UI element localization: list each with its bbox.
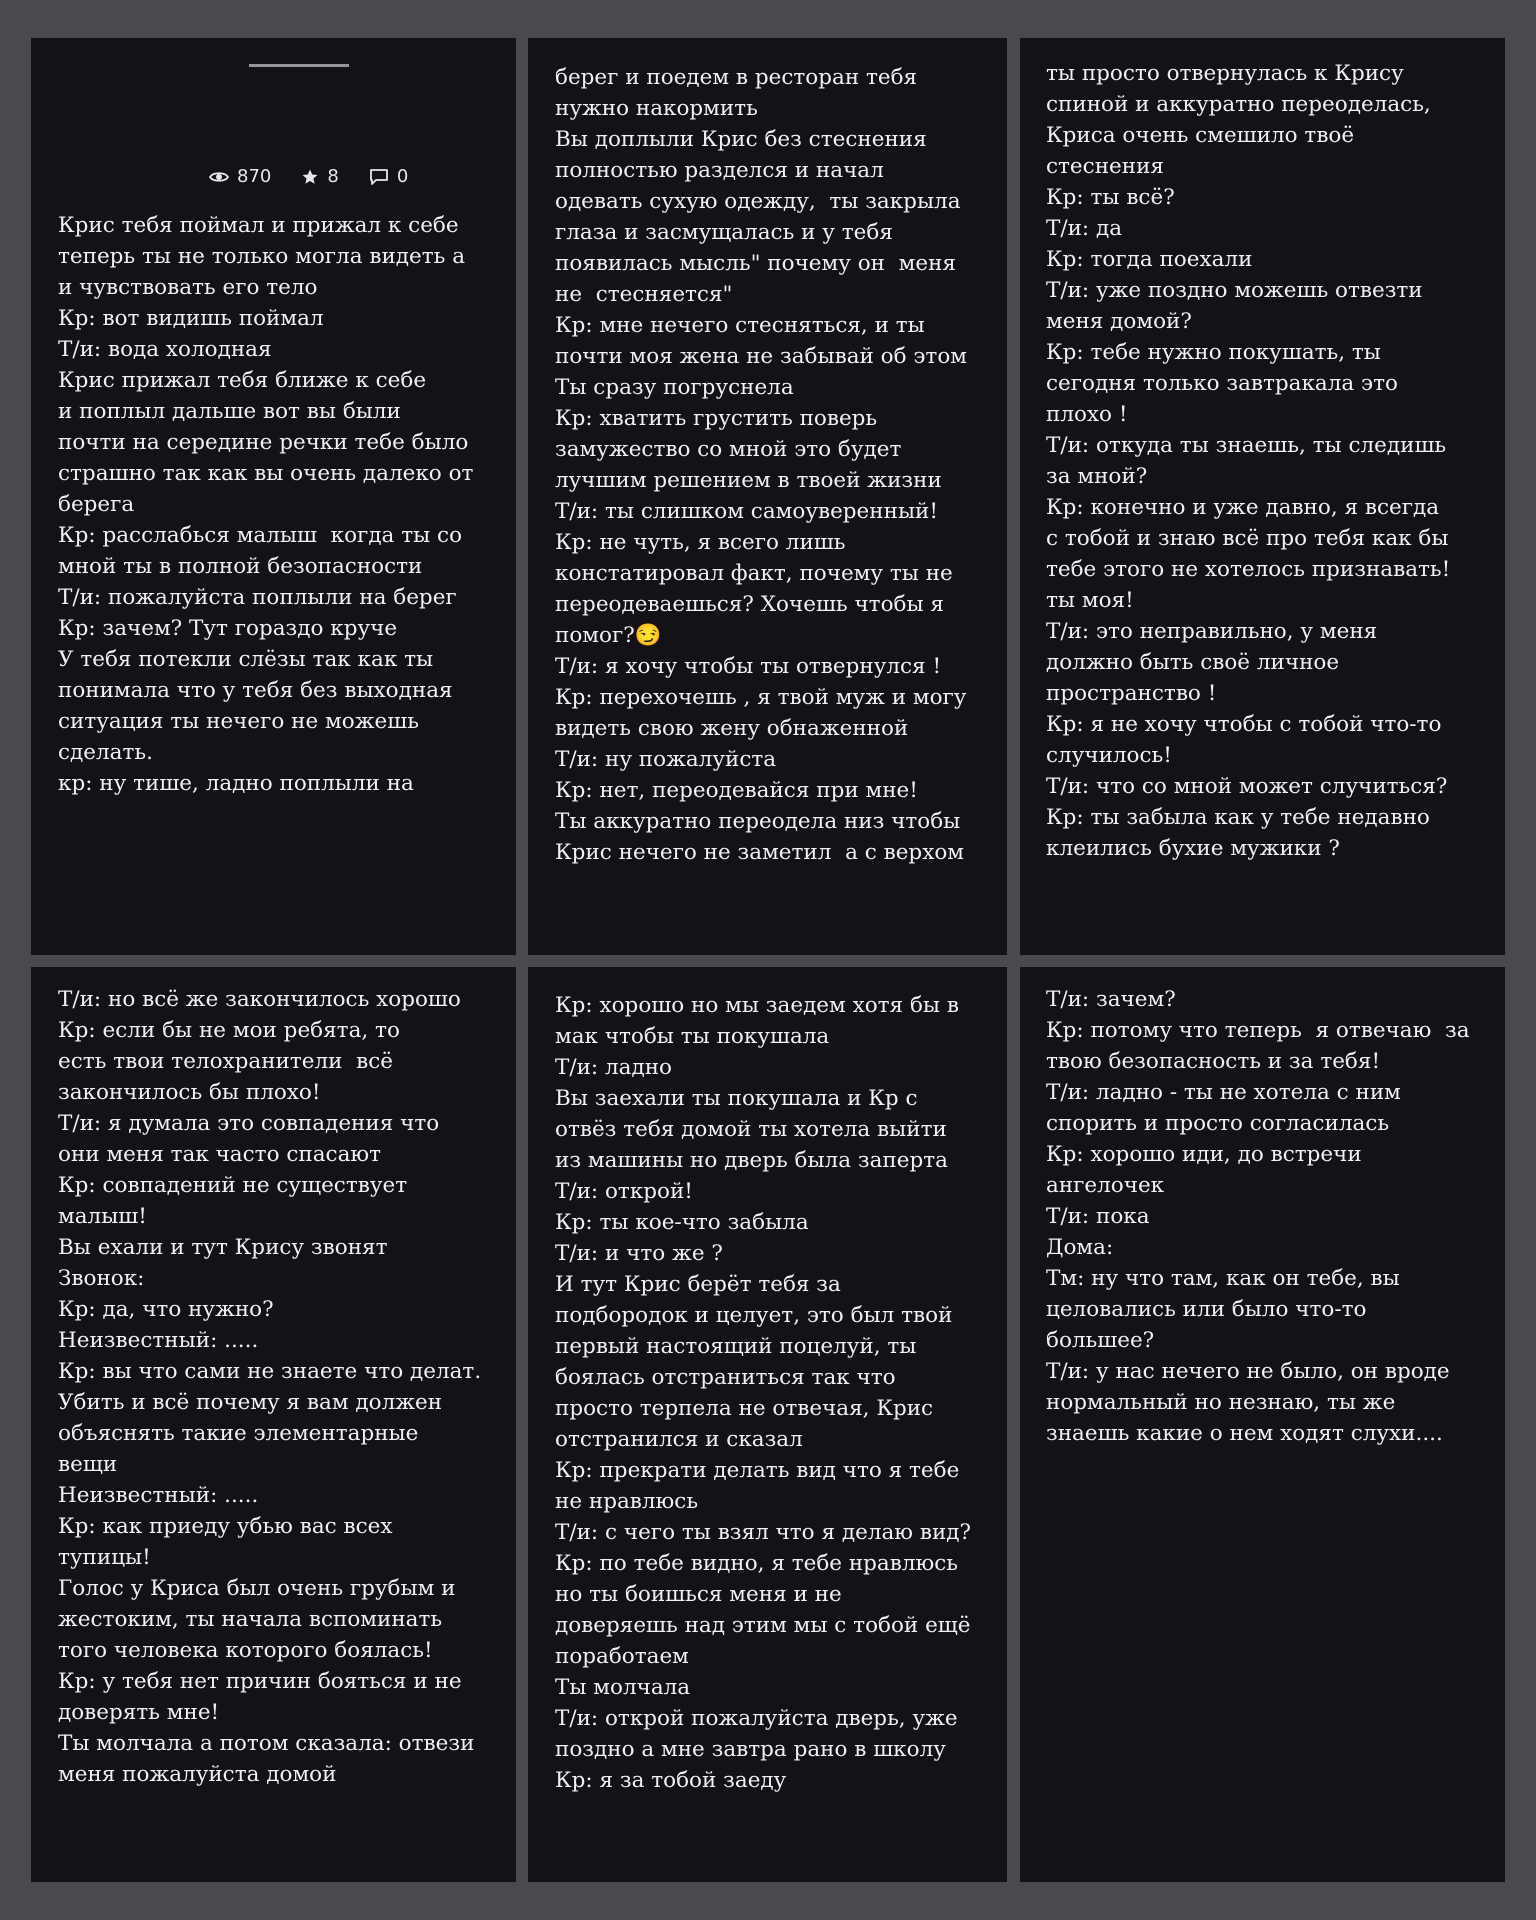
rating-stat	[301, 166, 338, 187]
comments-count: 0	[396, 166, 409, 187]
star-icon	[301, 168, 319, 186]
story-panel-3	[1020, 38, 1505, 955]
story-panel-5	[528, 967, 1007, 1882]
eye-icon	[209, 170, 229, 184]
story-text: Т/и: зачем? Кр: потому что теперь я отвечаю за твою безопасность и за тебя! Т/и: ладно - ты не хотела с ним спорить и просто согласилась Кр: хорошо иди, до встречи ангелочек Т/и: пока Дома: Тм: ну что там, как он тебе, вы целовались или было что-то большее? Т/и: у нас нечего не было, он вроде нормальный но незнаю, ты же знаешь какие о нем ходят слухи....	[1046, 987, 1470, 1446]
title-fragment	[249, 60, 349, 70]
story-panel-1	[31, 38, 516, 955]
views-stat	[209, 166, 271, 187]
story-panel-6	[1020, 967, 1505, 1882]
story-text: ты просто отвернулась к Крису спиной и аккуратно переоделась, Криса очень смешило твоё стеснения Кр: ты всё? Т/и: да Кр: тогда поехали Т/и: уже поздно можешь отвезти меня домой? Кр: тебе нужно покушать, ты сегодня только завтракала это плохо ! Т/и: откуда ты знаешь, ты следишь за мной? Кр: конечно и уже давно, я всегда с тобой и знаю всё про тебя как бы тебе этого не хотелось признавать! ты моя! Т/и: это неправильно, у меня должно быть своё личное пространство ! Кр: я не хочу чтобы с тобой что-то случилось! Т/и: что со мной может случиться? Кр: ты забыла как у тебе недавно клеились бухие мужики ?	[1046, 61, 1451, 861]
views-count: 870	[237, 166, 272, 187]
story-text: Крис тебя поймал и прижал к себе теперь ты не только могла видеть а и чувствовать его тело Кр: вот видишь поймал Т/и: вода холодная Крис прижал тебя ближе к себе и поплыл дальше вот вы были почти на середине речки тебе было страшно так как вы очень далеко от берега Кр: расслабься малыш когда ты со мной ты в полной безопасности Т/и: пожалуйста поплыли на берег Кр: зачем? Тут гораздо круче У тебя потекли слёзы так как ты понимала что у тебя без выходная ситуация ты нечего не можешь сделать. кр: ну тише, ладно поплыли на	[58, 213, 474, 796]
rating-count: 8	[327, 166, 339, 187]
story-text: Т/и: но всё же закончилось хорошо Кр: если бы не мои ребята, то есть твои телохранители всё закончилось бы плохо! Т/и: я думала это совпадения что они меня так часто спасают Кр: совпадений не существует малыш! Вы ехали и тут Крису звонят Звонок: Кр: да, что нужно? Неизвестный: ..... Кр: вы что сами не знаете что делат. Убить и всё почему я вам должен объяснять такие элементарные вещи Неизвестный: ..... Кр: как приеду убью вас всех тупицы! Голос у Криса был очень грубым и жестоким, ты начала вспоминать того человека которого боялась! Кр: у тебя нет причин бояться и не доверять мне! Ты молчала а потом сказала: отвези меня пожалуйста домой	[58, 987, 482, 1787]
comment-icon	[369, 168, 389, 186]
comments-stat	[369, 166, 408, 187]
story-text: берег и поедем в ресторан тебя нужно накормить Вы доплыли Крис без стеснения полностью разделся и начал одевать сухую одежду, ты закрыла глаза и засмущалась и у тебя появилась мысль" почему он меня не стесняется" Кр: мне нечего стесняться, и ты почти моя жена не забывай об этом Ты сразу погруснела Кр: хватить грустить поверь замужество со мной это будет лучшим решением в твоей жизни Т/и: ты слишком самоуверенный! Кр: не чуть, я всего лишь констатировал факт, почему ты не переодеваешься? Хочешь чтобы я помог?😏 Т/и: я хочу чтобы ты отвернулся ! Кр: перехочешь , я твой муж и могу видеть свою жену обнаженной Т/и: ну пожалуйста Кр: нет, переодевайся при мне! Ты аккуратно переодела низ чтобы Крис нечего не заметил а с верхом	[555, 65, 967, 865]
story-text: Кр: хорошо но мы заедем хотя бы в мак чтобы ты покушала Т/и: ладно Вы заехали ты покушала и Кр с отвёз тебя домой ты хотела выйти из машины но дверь была заперта Т/и: открой! Кр: ты кое-что забыла Т/и: и что же ? И тут Крис берёт тебя за подбородок и целует, это был твой первый настоящий поцелуй, ты боялась отстраниться так что просто терпела не отвечая, Крис отстранился и сказал Кр: прекрати делать вид что я тебе не нравлюсь Т/и: с чего ты взял что я делаю вид? Кр: по тебе видно, я тебе нравлюсь но ты боишься меня и не доверяешь над этим мы с тобой ещё поработаем Ты молчала Т/и: открой пожалуйста дверь, уже поздно а мне завтра рано в школу Кр: я за тобой заеду	[555, 993, 972, 1793]
stats-bar	[209, 166, 428, 187]
story-panel-4	[31, 967, 516, 1882]
story-panel-2	[528, 38, 1007, 955]
